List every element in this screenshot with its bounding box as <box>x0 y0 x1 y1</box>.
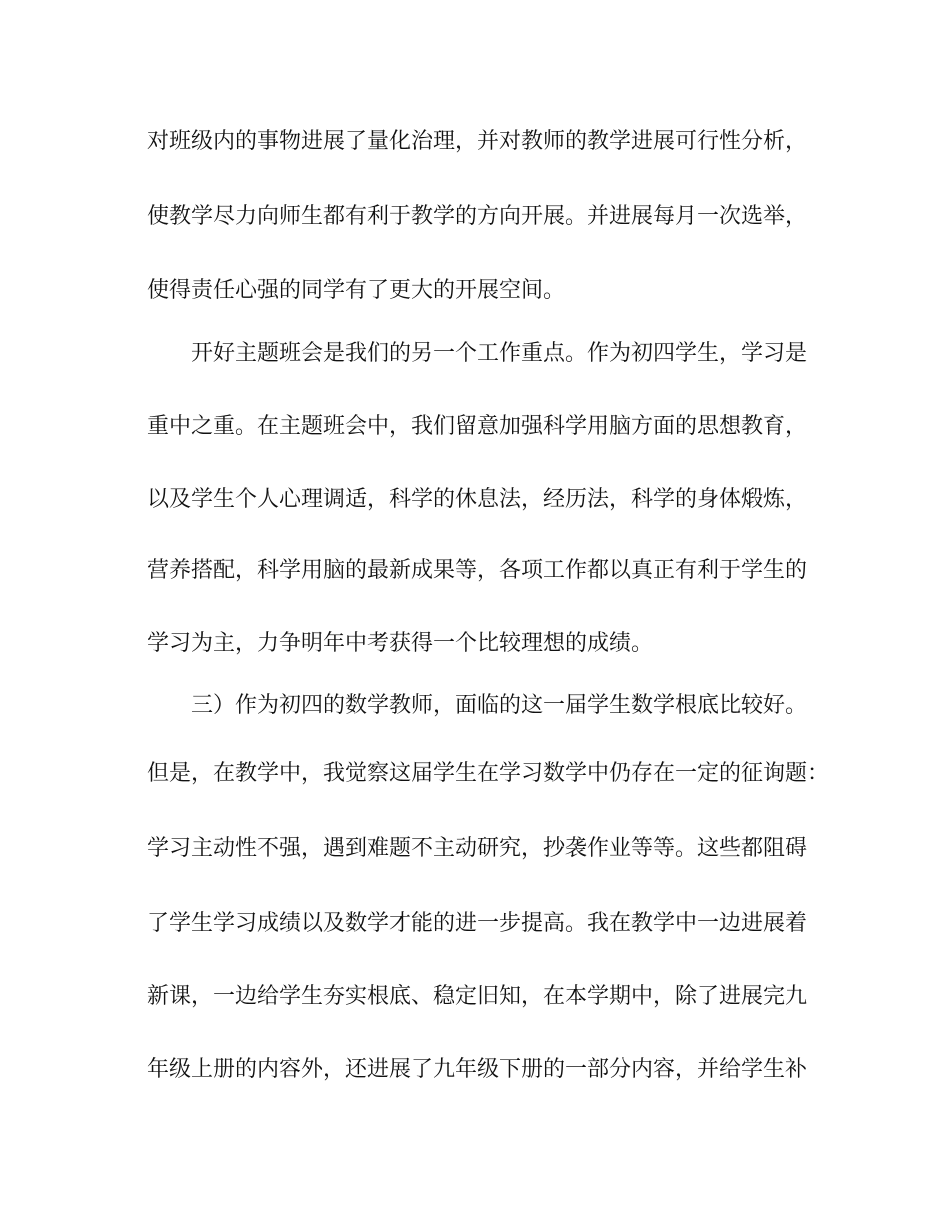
text-line-8: 学习为主，力争明年中考获得一个比较理想的成绩。 <box>147 631 654 656</box>
text-line-2: 使教学尽力向师生都有利于教学的方向开展。并进展每月一次选举， <box>147 204 808 229</box>
text-line-3: 使得责任心强的同学有了更大的开展空间。 <box>147 278 566 303</box>
text-line-1: 对班级内的事物进展了量化治理，并对教师的教学进展可行性分析， <box>147 129 808 154</box>
text-line-10: 但是，在教学中，我觉察这届学生在学习数学中仍存在一定的征询题： <box>147 761 830 786</box>
text-line-13: 新课，一边给学生夯实根底、稳定旧知，在本学期中，除了进展完九 <box>147 984 808 1009</box>
text-line-7: 营养搭配，科学用脑的最新成果等，各项工作都以真正有利于学生的 <box>147 558 808 583</box>
text-line-5: 重中之重。在主题班会中，我们留意加强科学用脑方面的思想教育， <box>147 414 808 439</box>
text-line-12: 了学生学习成绩以及数学才能的进一步提高。我在教学中一边进展着 <box>147 911 808 936</box>
text-line-14: 年级上册的内容外，还进展了九年级下册的一部分内容，并给学生补 <box>147 1057 808 1082</box>
section-three-line: 三）作为初四的数学教师，面临的这一届学生数学根底比较好。 <box>191 693 808 718</box>
text-line-11: 学习主动性不强，遇到难题不主动研究，抄袭作业等等。这些都阻碍 <box>147 836 808 861</box>
paragraph-start-line: 开好主题班会是我们的另一个工作重点。作为初四学生，学习是 <box>191 341 808 366</box>
text-line-6: 以及学生个人心理调适，科学的休息法，经历法，科学的身体煅炼， <box>147 487 808 512</box>
